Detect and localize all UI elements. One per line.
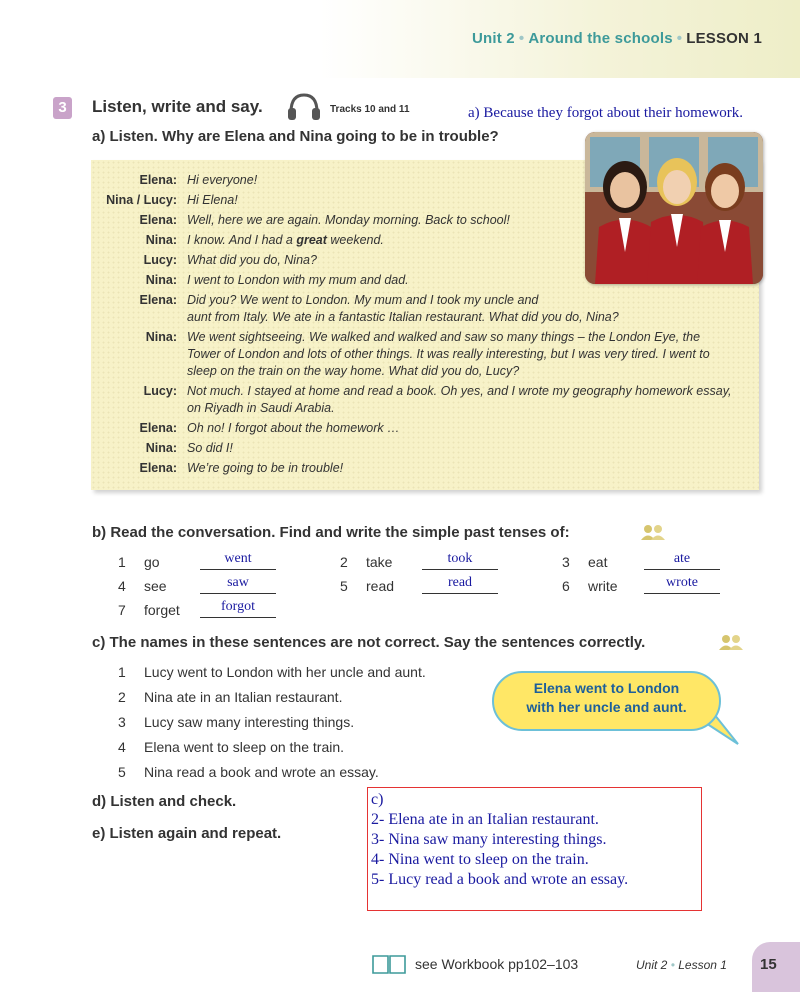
sentence-text: Lucy went to London with her uncle and aunt.	[144, 664, 426, 680]
unit-label: Unit 2	[471, 30, 515, 47]
dialogue-text: So did I!	[187, 441, 233, 455]
footer-unit: Unit 2 • Lesson 1	[636, 958, 727, 972]
incorrect-sentence	[118, 739, 344, 755]
handwritten-past-tense: took	[447, 551, 473, 566]
question-a: a) Listen. Why are Elena and Nina going to be in trouble?	[92, 128, 499, 145]
verb-item	[562, 578, 618, 594]
speaker-name: Nina:	[145, 441, 177, 455]
sentence-number: 3	[118, 714, 126, 730]
handwritten-past-tense: saw	[227, 575, 249, 590]
lesson-label: LESSON 1	[686, 30, 762, 47]
sentence-number: 2	[118, 689, 126, 705]
dialogue-text: sleep on the train on the way home. What did you do, Lucy?	[187, 364, 520, 378]
handwritten-past-tense: ate	[673, 551, 691, 566]
workbook-icon	[371, 953, 407, 975]
verb-item	[118, 554, 160, 570]
answer-blank[interactable]	[422, 575, 498, 594]
dialogue-text: aunt from Italy. We ate in a fantastic Italian restaurant. What did you do, Nina?	[187, 310, 619, 324]
handwritten-past-tense: forgot	[221, 599, 255, 614]
item-number: 4	[118, 578, 126, 594]
dialogue-text: Oh no! I forgot about the homework …	[187, 421, 400, 435]
item-number: 7	[118, 602, 126, 618]
exercise-number-badge: 3	[53, 97, 72, 119]
handwritten-correction: 4- Nina went to sleep on the train.	[371, 851, 589, 868]
speaker-name: Lucy:	[143, 384, 177, 398]
workbook-reference: see Workbook pp102–103	[415, 956, 579, 972]
verb-word: see	[144, 578, 167, 594]
sentence-number: 1	[118, 664, 126, 680]
handwritten-past-tense: wrote	[666, 575, 698, 590]
speaker-name: Nina:	[145, 233, 177, 247]
page-number: 15	[760, 956, 777, 973]
verb-word: go	[144, 554, 160, 570]
pair-work-icon	[640, 524, 666, 540]
dialogue-text: on Riyadh in Saudi Arabia.	[187, 401, 335, 415]
dialogue-text: Not much. I stayed at home and read a book. Oh yes, and I wrote my geography homework essay,	[187, 384, 732, 398]
dialogue-text: Hi Elena!	[187, 193, 238, 207]
handwritten-past-tense: went	[224, 551, 252, 566]
footer-lesson-label: Lesson 1	[678, 958, 727, 972]
dialogue-text: Hi everyone!	[187, 173, 258, 187]
handwritten-past-tense: read	[447, 575, 473, 590]
item-number: 3	[562, 554, 570, 570]
speaker-name: Lucy:	[143, 253, 177, 267]
speaker-name: Elena:	[139, 213, 177, 227]
speaker-name: Elena:	[139, 293, 177, 307]
speaker-name: Nina / Lucy:	[106, 193, 177, 207]
answer-blank[interactable]	[644, 575, 720, 594]
speaker-name: Nina:	[145, 273, 177, 287]
question-c	[92, 634, 645, 651]
sentence-text: Nina ate in an Italian restaurant.	[144, 689, 343, 705]
question-c-text: c) The names in these sentences are not correct. Say the sentences correctly.	[92, 634, 646, 651]
unit-header: Unit 2 • Around the schools • LESSON 1	[471, 30, 762, 47]
verb-item	[118, 602, 180, 618]
sentence-text: Elena went to sleep on the train.	[144, 739, 345, 755]
verb-item	[340, 578, 394, 594]
answer-blank[interactable]	[200, 575, 276, 594]
speaker-name: Elena:	[139, 173, 177, 187]
emphasis-word: great	[296, 233, 327, 247]
dialogue-text: I know. And I had a great weekend.	[187, 233, 384, 247]
question-e: e) Listen again and repeat.	[92, 825, 282, 842]
item-number: 6	[562, 578, 570, 594]
dialogue-text: Well, here we are again. Monday morning. Back to school!	[187, 213, 510, 227]
incorrect-sentence	[118, 689, 342, 705]
answer-blank[interactable]	[200, 599, 276, 618]
sentence-text: Nina read a book and wrote an essay.	[144, 764, 379, 780]
answer-blank[interactable]	[644, 551, 720, 570]
speaker-name: Elena:	[139, 421, 177, 435]
dialogue-text: We’re going to be in trouble!	[187, 461, 344, 475]
pair-work-icon	[718, 634, 744, 650]
dialogue-text: What did you do, Nina?	[187, 253, 317, 267]
bubble-line-2: with her uncle and aunt.	[526, 699, 687, 715]
answer-blank[interactable]	[422, 551, 498, 570]
tracks-label: Tracks 10 and 11	[330, 104, 410, 115]
verb-word: forget	[144, 602, 180, 618]
handwritten-correction: c)	[371, 791, 384, 808]
item-number: 2	[340, 554, 348, 570]
footer-unit-label: Unit 2	[636, 958, 668, 972]
exercise-title: Listen, write and say.	[92, 97, 263, 116]
verb-word: eat	[588, 554, 608, 570]
students-illustration	[585, 132, 763, 284]
verb-word: read	[366, 578, 395, 594]
incorrect-sentence	[118, 664, 426, 680]
handwritten-correction: 3- Nina saw many interesting things.	[371, 831, 607, 848]
item-number: 1	[118, 554, 126, 570]
sentence-number: 4	[118, 739, 126, 755]
speaker-name: Elena:	[139, 461, 177, 475]
dialogue-text: We went sightseeing. We walked and walked and saw so many things – the London Eye, the	[187, 330, 701, 344]
incorrect-sentence	[118, 764, 379, 780]
verb-item	[562, 554, 607, 570]
handwritten-correction: 2- Elena ate in an Italian restaurant.	[371, 811, 599, 828]
question-b	[92, 524, 570, 541]
headphones-icon	[286, 92, 322, 122]
sentence-number: 5	[118, 764, 126, 780]
topic-label: Around the schools	[528, 30, 673, 47]
dialogue-text: Did you? We went to London. My mum and I took my uncle and	[187, 293, 539, 307]
dialogue-text: I went to London with my mum and dad.	[187, 273, 409, 287]
verb-item	[118, 578, 167, 594]
verb-word: take	[366, 554, 393, 570]
item-number: 5	[340, 578, 348, 594]
answer-blank[interactable]	[200, 551, 276, 570]
speech-bubble-text	[492, 679, 721, 717]
question-b-text: b) Read the conversation. Find and write the simple past tenses of:	[92, 524, 570, 541]
verb-word: write	[588, 578, 618, 594]
dialogue-text: Tower of London and lots of other things. It was really interesting, but I was very tired. I went to	[187, 347, 710, 361]
verb-item	[340, 554, 392, 570]
incorrect-sentence	[118, 714, 354, 730]
handwritten-correction: 5- Lucy read a book and wrote an essay.	[371, 871, 629, 888]
bubble-line-1: Elena went to London	[533, 680, 680, 696]
speaker-name: Nina:	[145, 330, 177, 344]
handwritten-answer-a: a) Because they forgot about their homework.	[468, 105, 744, 121]
sentence-text: Lucy saw many interesting things.	[144, 714, 355, 730]
question-d: d) Listen and check.	[92, 793, 237, 810]
